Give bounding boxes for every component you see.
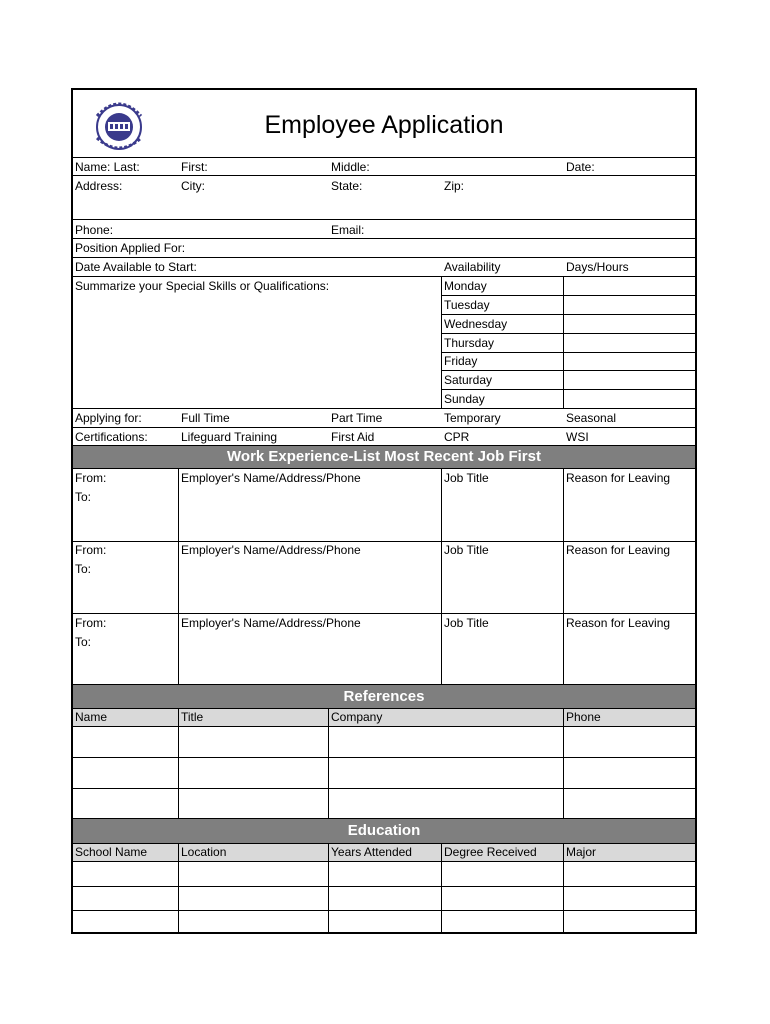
state-label: State: — [331, 179, 363, 193]
work-3-to: To: — [75, 635, 92, 649]
ref-col-title: Title — [181, 710, 204, 724]
option-temporary: Temporary — [444, 411, 501, 425]
work-2-job-title: Job Title — [444, 543, 489, 557]
address-label: Address: — [75, 179, 123, 193]
applying-for-label: Applying for: — [75, 411, 142, 425]
city-label: City: — [181, 179, 205, 193]
work-2-reason: Reason for Leaving — [566, 543, 671, 557]
education-heading: Education — [73, 819, 695, 843]
day-thursday: Thursday — [444, 336, 495, 350]
references-heading: References — [73, 685, 695, 708]
availability-label: Availability — [444, 260, 501, 274]
zip-label: Zip: — [444, 179, 465, 193]
work-1-reason: Reason for Leaving — [566, 471, 671, 485]
certifications-label: Certifications: — [75, 430, 148, 444]
date-label: Date: — [566, 160, 595, 174]
position-label: Position Applied For: — [75, 241, 186, 255]
cert-first-aid: First Aid — [331, 430, 375, 444]
edu-col-major: Major — [566, 845, 597, 859]
day-wednesday: Wednesday — [444, 317, 508, 331]
work-1-job-title: Job Title — [444, 471, 489, 485]
work-3-from: From: — [75, 616, 107, 630]
day-saturday: Saturday — [444, 373, 493, 387]
option-full-time: Full Time — [181, 411, 230, 425]
edu-col-location: Location — [181, 845, 227, 859]
option-seasonal: Seasonal — [566, 411, 617, 425]
cert-lifeguard: Lifeguard Training — [181, 430, 278, 444]
cert-cpr: CPR — [444, 430, 470, 444]
references-column-header — [73, 708, 695, 726]
day-tuesday: Tuesday — [444, 298, 490, 312]
option-part-time: Part Time — [331, 411, 383, 425]
edu-col-school: School Name — [75, 845, 148, 859]
day-sunday: Sunday — [444, 392, 485, 406]
work-1-from: From: — [75, 471, 107, 485]
cert-wsi: WSI — [566, 430, 589, 444]
work-experience-heading: Work Experience-List Most Recent Job First — [73, 446, 695, 468]
work-3-job-title: Job Title — [444, 616, 489, 630]
first-name-label: First: — [181, 160, 208, 174]
form-title: Employee Application — [264, 111, 504, 139]
day-monday: Monday — [444, 279, 487, 293]
middle-name-label: Middle: — [331, 160, 370, 174]
phone-label: Phone: — [75, 223, 114, 237]
skills-label: Summarize your Special Skills or Qualifications: — [75, 279, 330, 293]
employee-application-form — [71, 88, 697, 934]
email-label: Email: — [331, 223, 365, 237]
last-name-label: Name: Last: — [75, 160, 140, 174]
ref-col-name: Name — [75, 710, 108, 724]
work-2-to: To: — [75, 562, 92, 576]
ref-col-phone: Phone — [566, 710, 601, 724]
work-1-to: To: — [75, 490, 92, 504]
edu-col-degree: Degree Received — [444, 845, 537, 859]
work-2-from: From: — [75, 543, 107, 557]
ref-col-company: Company — [331, 710, 383, 724]
days-hours-label: Days/Hours — [566, 260, 629, 274]
work-3-employer: Employer's Name/Address/Phone — [181, 616, 361, 630]
work-3-reason: Reason for Leaving — [566, 616, 671, 630]
work-2-employer: Employer's Name/Address/Phone — [181, 543, 361, 557]
day-friday: Friday — [444, 354, 478, 368]
work-1-employer: Employer's Name/Address/Phone — [181, 471, 361, 485]
edu-col-years: Years Attended — [331, 845, 412, 859]
date-available-label: Date Available to Start: — [75, 260, 197, 274]
